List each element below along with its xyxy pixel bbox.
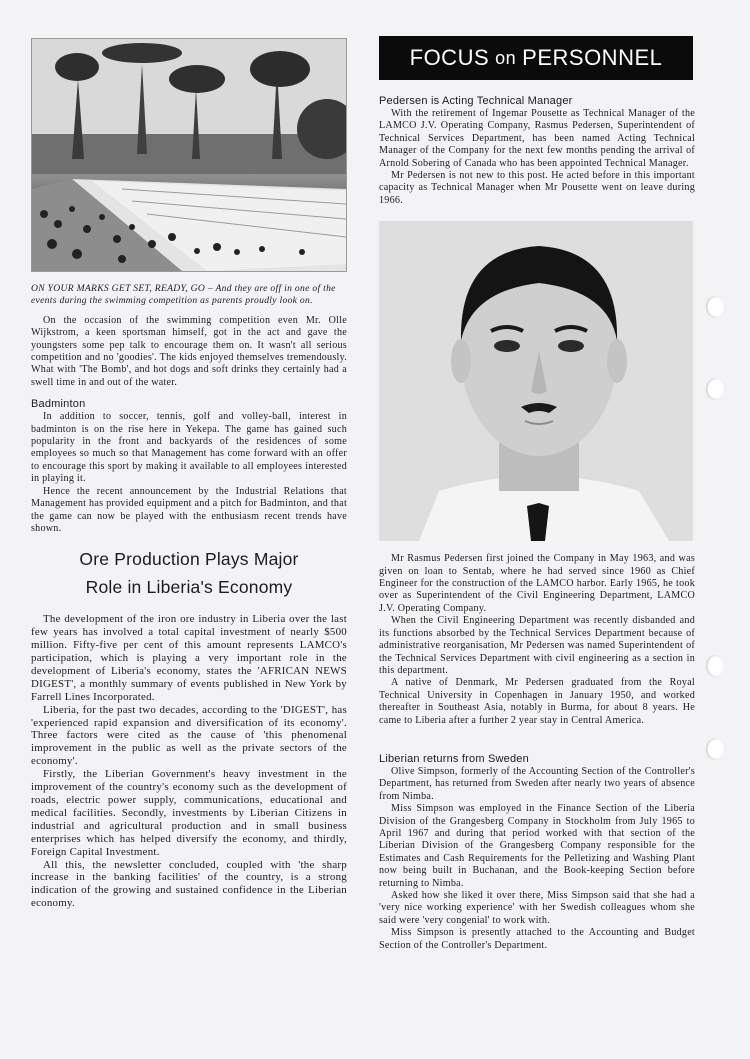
simpson-paragraph-1: Olive Simpson, formerly of the Accounting Section of the Controller's Department, has returned from Sweden after nearly two years of absence from Nimba. (379, 765, 695, 802)
article-paragraph-3: Firstly, the Liberian Government's heavy investment in the improvement of the country's economy such as the development of roads, electric power supply, communications, educational and medical facilities. Secondly, investments by Liberian Citizens in industrial and agricultural production and in small business enterprises which has helped diversify the economy, and thirdly, Foreign Capital Investment. (31, 768, 347, 858)
pedersen-heading: Pedersen is Acting Technical Manager (379, 95, 573, 107)
photo-caption: ON YOUR MARKS GET SET, READY, GO – And they are off in one of the events during the swimming competition as parents proudly look on. (31, 283, 336, 307)
simpson-heading: Liberian returns from Sweden (379, 752, 529, 765)
pedersen-paragraph-2: Mr Pedersen is not new to this post. He acted before in this important capacity as Technical Manager when Mr Pousette went on leave during 1966. (379, 170, 695, 206)
simpson-paragraph-4: Miss Simpson is presently attached to the Accounting and Budget Section of the Controller's Department. (379, 927, 695, 951)
focus-on-personnel-banner (379, 36, 693, 80)
ore-article (31, 613, 347, 910)
article-paragraph-4: All this, the newsletter concluded, coupled with 'the sharp increase in the banking facilities' of the country, is a strong indication of the growing and sustained confidence in the Liberian economy. (31, 858, 347, 910)
badminton-paragraph-2: Hence the recent announcement by the Industrial Relations that Management has provided equipment and a pitch for Badminton, and that the game can now be played with the enthusiasm recent trends have shown. (31, 485, 347, 534)
headline-line-2: Role in Liberia's Economy (85, 577, 293, 598)
swim-paragraph: On the occasion of the swimming competition even Mr. Olle Wijkstrom, a keen sportsman himself, got in the act and gave the youngsters some pep talk to encourage them on. It wasn't all serious competition and no 'goodies'. The kids enjoyed themselves tremendously. What with 'The Bomb', and hot dogs and soft drinks they certainly had a swell time in and out of the water. (31, 314, 347, 388)
pedersen-portrait-photo (379, 221, 693, 541)
binder-hole (706, 296, 724, 318)
pedersen-paragraph-1: With the retirement of Ingemar Pousette as Technical Manager of the LAMCO J.V. Operating Company, Rasmus Pedersen, Superintendent of Technical Services Department, has been named Acting Technical Manager of the Company for the next few months pending the arrival of Arnold Sobering of Canada who has been appointed Technical Manager. (379, 108, 695, 169)
banner-on: on (495, 47, 517, 68)
article-headline (31, 545, 347, 601)
headline-line-1: Ore Production Plays Major (79, 549, 299, 570)
banner-focus: FOCUS (409, 45, 490, 70)
badminton-paragraph-1: In addition to soccer, tennis, golf and volley-ball, interest in badminton is on the rise here in Yekepa. The game has gained such popularity in the front and backyards of the residences of some employees so much so that Management has come forward with an offer to encourage this sport by making it available to all employees interested in playing it. (31, 411, 347, 485)
binder-hole (706, 655, 724, 677)
article-paragraph-2: Liberia, for the past two decades, according to the 'DIGEST', has 'experienced rapid expansion and diversification of its economy'. Three factors were cited as the cause of 'this phenomenal improvement in the public as well as the private sectors of the economy'. (31, 703, 347, 768)
binder-hole (706, 738, 724, 760)
pedersen-paragraph-3: Mr Rasmus Pedersen first joined the Company in May 1963, and was given on loan to Sentab, where he had served since 1960 as Chief Engineer for the construction of the LAMCO harbor. Early 1965, he took over as Superintendent of the Civil Engineering Department, LAMCO J.V. Operating Company. (379, 553, 695, 614)
right-column (379, 36, 695, 952)
pedersen-paragraph-5: A native of Denmark, Mr Pedersen graduated from the Royal Technical University in Copenhagen in January 1950, and worked thereafter in Southeast Asia, notably in Burma, for about 8 years. He came to Liberia after a further 2 year stay in Central America. (379, 677, 695, 726)
banner-personnel: PERSONNEL (522, 45, 663, 70)
article-paragraph-1: The development of the iron ore industry in Liberia over the last few years has involved a total capital investment of nearly $500 million. Fifty-five per cent of this amount represents LAMCO's participation, which is playing a very important role in the development of Liberia's economy, states the 'AFRICAN NEWS DIGEST', a monthly summary of events published in New York by Farrell Lines Incorporated. (31, 613, 347, 703)
left-column (31, 38, 347, 910)
simpson-paragraph-2: Miss Simpson was employed in the Finance Section of the Liberia Division of the Grangesberg Company in Stockholm from July 1965 to April 1967 and during that period worked with that section of the Liberian Division of the Grangesberg Company responsible for the Estimates and Cash Requirements for the Pelletizing and Washing Plant now being built in Buchanan, and the Book-keeping Section before returning to Nimba. (379, 803, 695, 889)
swimming-pool-photo (31, 38, 347, 272)
pedersen-paragraph-4: When the Civil Engineering Department was recently disbanded and its functions absorbed by the Technical Services Department because of administrative reorganisation, Mr Pedersen was named Superintendent of the Technical Services Department with civil engineering as a section in this department. (379, 615, 695, 676)
binder-hole (706, 378, 724, 400)
badminton-heading: Badminton (31, 398, 86, 411)
simpson-paragraph-3: Asked how she liked it over there, Miss Simpson said that she had a 'very nice working experience' with her Swedish colleagues whom she said were 'very congenial' to work with. (379, 890, 695, 926)
